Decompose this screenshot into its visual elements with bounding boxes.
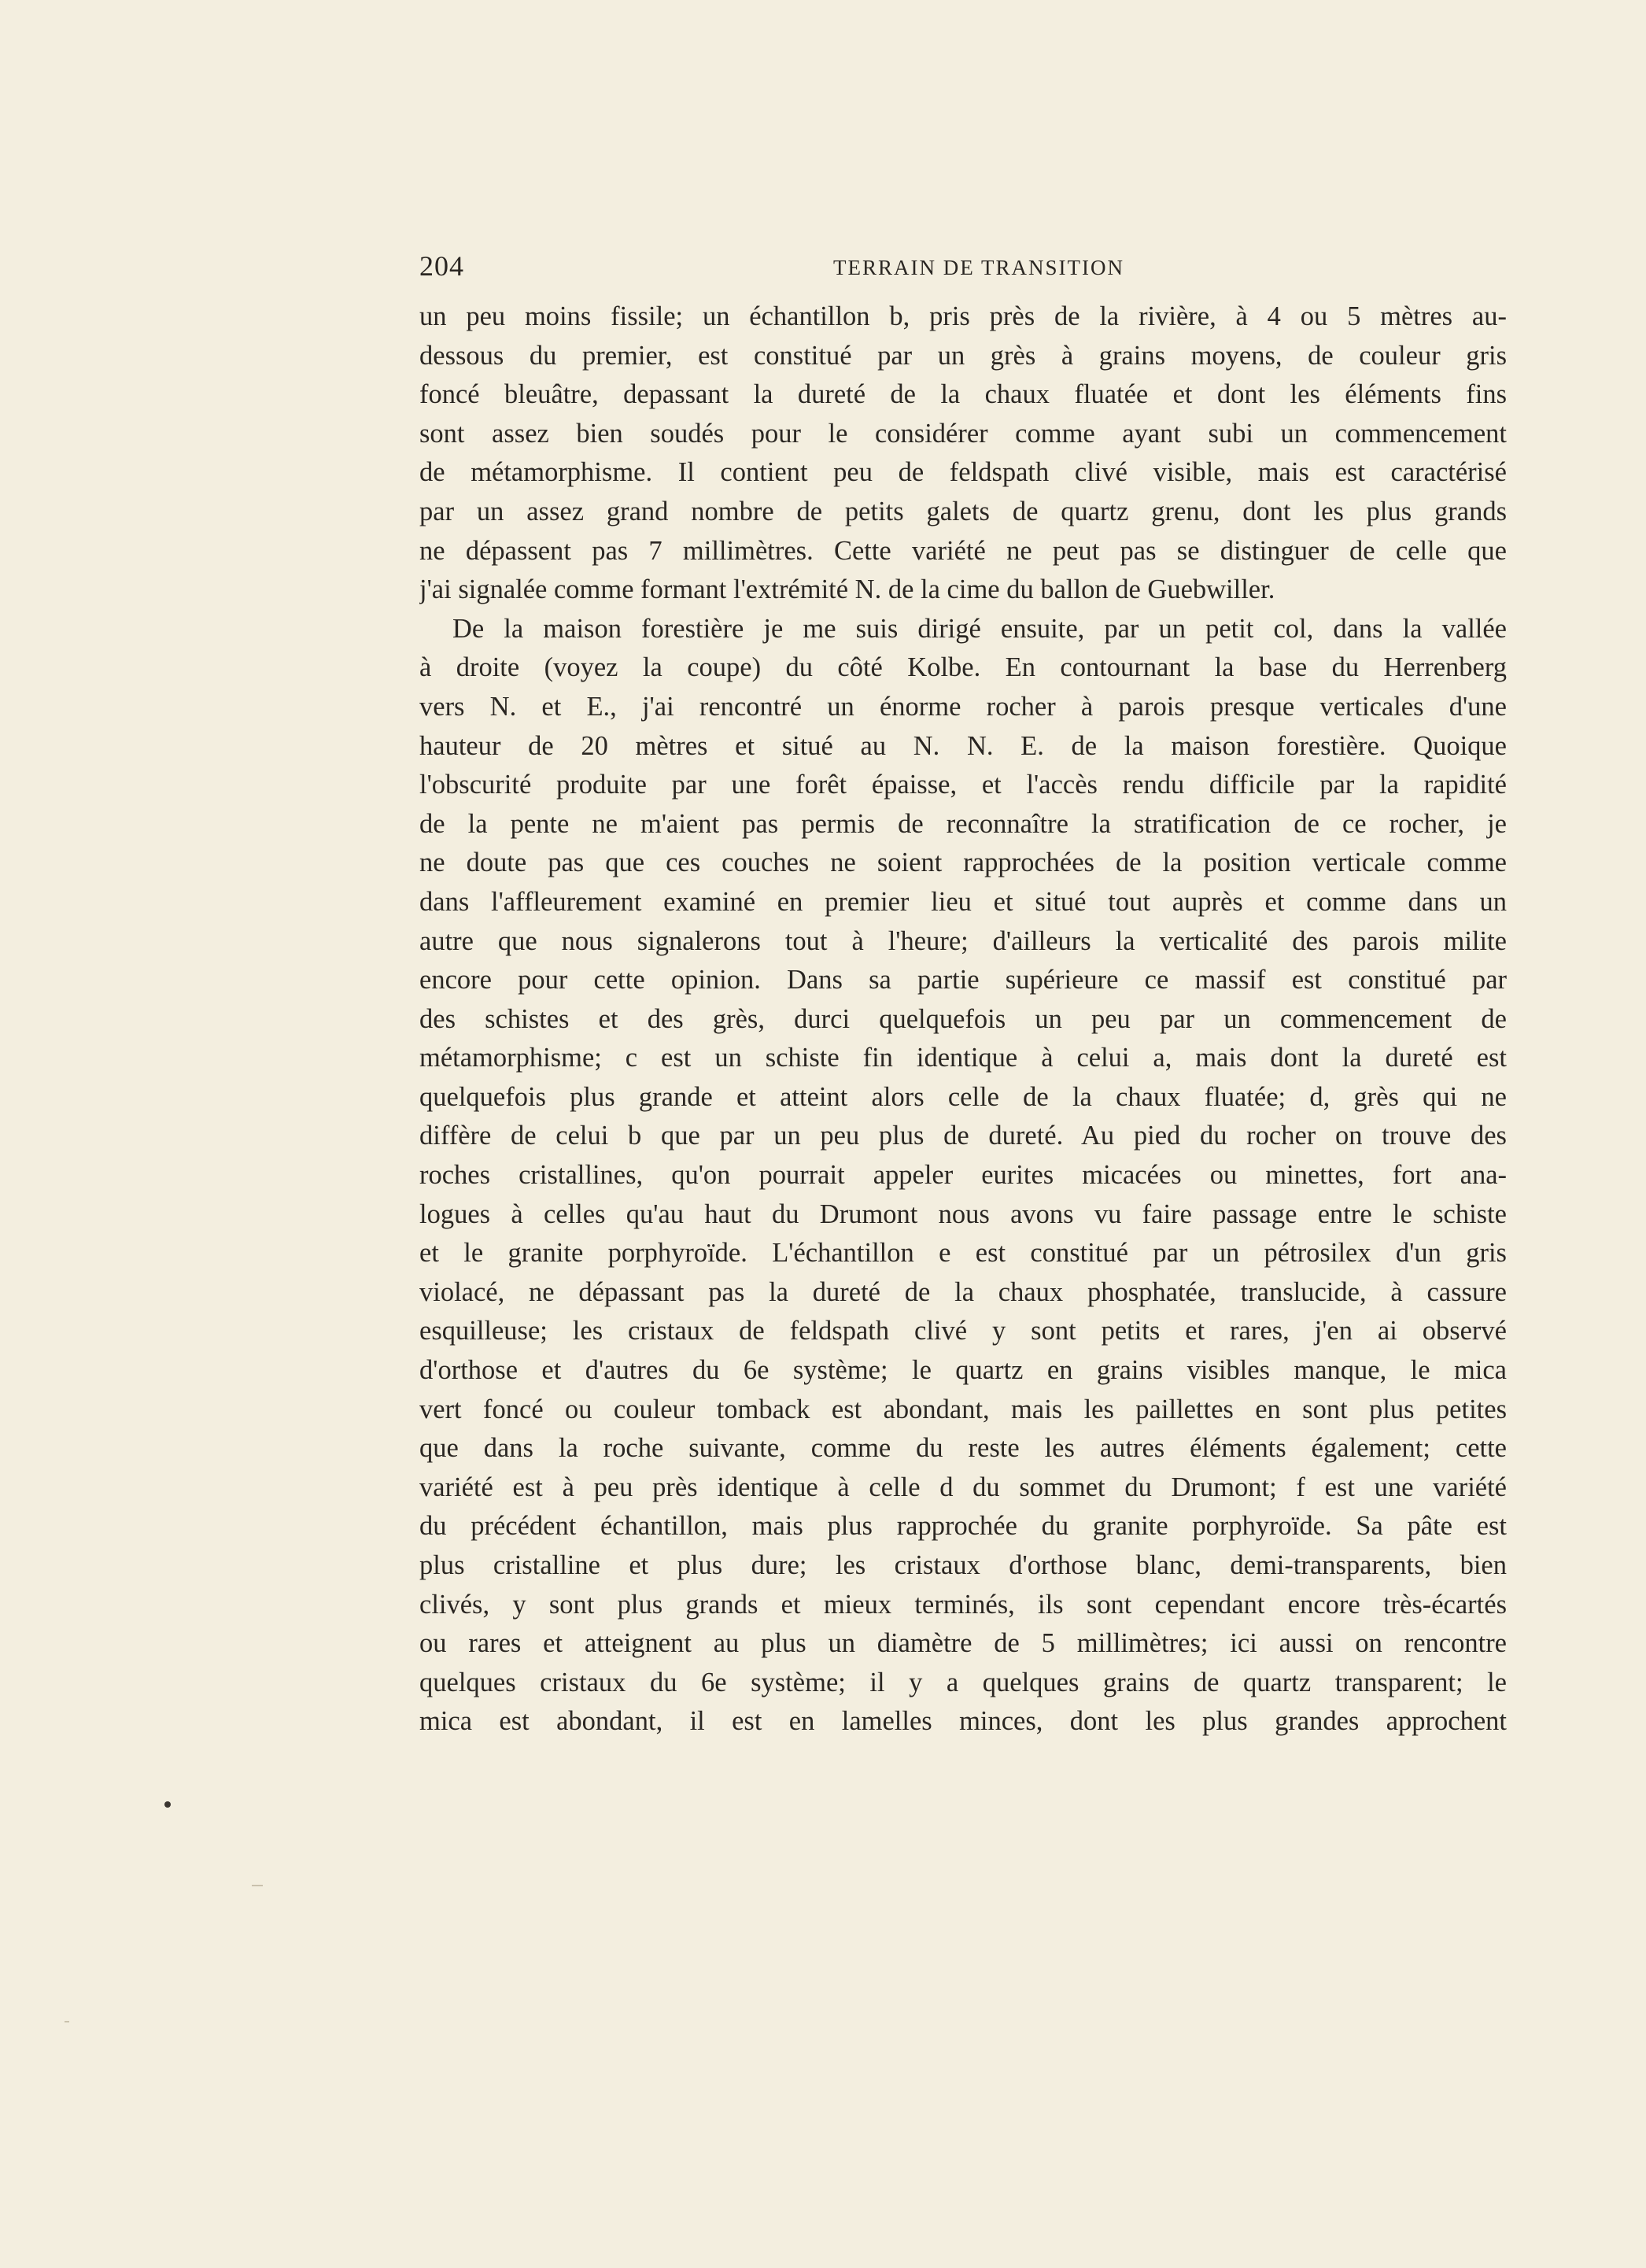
text-line: ne doute pas que ces couches ne soient rapprochées de la position verticale comme (419, 848, 1507, 878)
text-line: encore pour cette opinion. Dans sa partie supérieure ce massif est constitué par (419, 965, 1507, 995)
text-line: vert foncé ou couleur tomback est abondant, mais les paillettes en sont plus petites (419, 1394, 1507, 1424)
margin-ink-dot (164, 1801, 171, 1808)
text-line: dessous du premier, est constitué par un grès à grains moyens, de couleur gris (419, 340, 1507, 371)
text-line: violacé, ne dépassant pas la dureté de la chaux phosphatée, translucide, à cassure (419, 1276, 1507, 1307)
text-line: vers N. et E., j'ai rencontré un énorme rocher à parois presque verticales d'une (419, 691, 1507, 722)
text-line: quelquefois plus grande et atteint alors celle de la chaux fluatée; d, grès qui ne (419, 1081, 1507, 1112)
text-line: diffère de celui b que par un peu plus de dureté. Au pied du rocher on trouve des (419, 1121, 1507, 1151)
text-line: autre que nous signalerons tout à l'heure; d'ailleurs la verticalité des parois milite (419, 925, 1507, 956)
text-line: sont assez bien soudés pour le considérer comme ayant subi un commencement (419, 418, 1507, 449)
text-line: métamorphisme; c est un schiste fin identique à celui a, mais dont la dureté est (419, 1043, 1507, 1073)
text-line: variété est à peu près identique à celle d du sommet du Drumont; f est une variété (419, 1472, 1507, 1502)
body-text (419, 297, 1507, 1742)
text-line: des schistes et des grès, durci quelquefois un peu par un commencement de (419, 1003, 1507, 1034)
page-number: 204 (419, 250, 464, 282)
text-line: ou rares et atteignent au plus un diamètre de 5 millimètres; ici aussi on rencontre (419, 1628, 1507, 1659)
text-line: hauteur de 20 mètres et situé au N. N. E. de la maison forestière. Quoique (419, 730, 1507, 761)
text-line: logues à celles qu'au haut du Drumont nous avons vu faire passage entre le schiste (419, 1199, 1507, 1229)
text-line: roches cristallines, qu'on pourrait appeler eurites micacées ou minettes, fort ana- (419, 1160, 1507, 1191)
text-line: ne dépassent pas 7 millimètres. Cette variété ne peut pas se distinguer de celle que (419, 535, 1507, 566)
text-line: et le granite porphyroïde. L'échantillon e est constitué par un pétrosilex d'un gris (419, 1238, 1507, 1269)
text-line: foncé bleuâtre, depassant la dureté de la chaux fluatée et dont les éléments fins (419, 379, 1507, 410)
text-line: à droite (voyez la coupe) du côté Kolbe. En contournant la base du Herrenberg (419, 652, 1507, 683)
text-line: esquilleuse; les cristaux de feldspath clivé y sont petits et rares, j'en ai observé (419, 1316, 1507, 1346)
text-line: De la maison forestière je me suis dirigé ensuite, par un petit col, dans la vallée (452, 613, 1507, 644)
paper-speck (252, 1885, 263, 1886)
page-header (419, 249, 1507, 283)
text-line: l'obscurité produite par une forêt épaisse, et l'accès rendu difficile par la rapidité (419, 770, 1507, 800)
text-line: quelques cristaux du 6e système; il y a quelques grains de quartz transparent; le (419, 1667, 1507, 1697)
text-line: clivés, y sont plus grands et mieux terminés, ils sont cependant encore très-écartés (419, 1589, 1507, 1620)
running-title: TERRAIN DE TRANSITION (833, 256, 1124, 279)
text-line: de métamorphisme. Il contient peu de feldspath clivé visible, mais est caractérisé (419, 457, 1507, 488)
text-line: dans l'affleurement examiné en premier lieu et situé tout auprès et comme dans un (419, 886, 1507, 917)
paper-speck (65, 2021, 69, 2022)
text-line: par un assez grand nombre de petits galets de quartz grenu, dont les plus grands (419, 496, 1507, 526)
text-line: mica est abondant, il est en lamelles minces, dont les plus grandes approchent (419, 1706, 1507, 1737)
text-line: un peu moins fissile; un échantillon b, pris près de la rivière, à 4 ou 5 mètres au- (419, 301, 1507, 331)
text-line: j'ai signalée comme formant l'extrémité N. de la cime du ballon de Guebwiller. (419, 574, 1275, 605)
text-line: de la pente ne m'aient pas permis de reconnaître la stratification de ce rocher, je (419, 808, 1507, 839)
text-line: du précédent échantillon, mais plus rapprochée du granite porphyroïde. Sa pâte est (419, 1511, 1507, 1542)
text-line: plus cristalline et plus dure; les cristaux d'orthose blanc, demi-transparents, bien (419, 1550, 1507, 1580)
text-line: d'orthose et d'autres du 6e système; le quartz en grains visibles manque, le mica (419, 1355, 1507, 1386)
text-line: que dans la roche suivante, comme du reste les autres éléments également; cette (419, 1433, 1507, 1464)
